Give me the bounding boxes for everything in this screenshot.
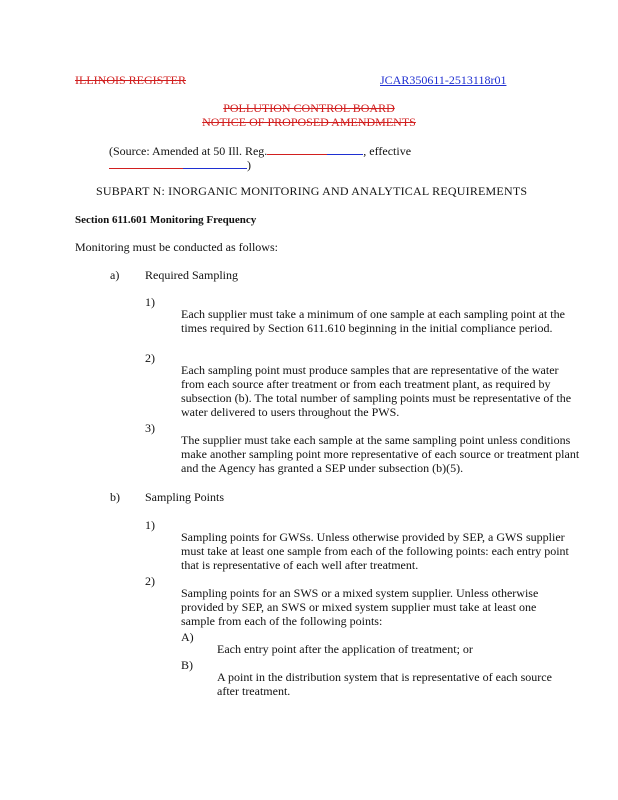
title-line-2: NOTICE OF PROPOSED AMENDMENTS (202, 115, 416, 129)
item-b2-text: Sampling points for an SWS or a mixed system supplier. Unless otherwise provided by SEP, an SWS or mixed system supplier must take at least one sample from each of the following points: (181, 586, 539, 628)
item-b2b-text: A point in the distribution system that is representative of each source after treatment. (217, 670, 552, 698)
source-close: ) (247, 158, 251, 172)
item-a1-label: 1) (145, 295, 155, 309)
source-blank-3 (109, 157, 183, 169)
source-blank-4 (183, 157, 247, 169)
section-intro: Monitoring must be conducted as follows: (75, 240, 278, 254)
source-line-2 (109, 157, 251, 172)
item-a1-text: Each supplier must take a minimum of one sample at each sampling point at the times required by Section 611.610 beginning in the initial compliance period. (181, 307, 565, 335)
item-b2a-text: Each entry point after the application of treatment; or (217, 642, 473, 656)
section-heading: Section 611.601 Monitoring Frequency (75, 214, 257, 226)
header-right: JCAR350611-2513118r01 (380, 73, 507, 87)
item-b2b-label: B) (181, 658, 193, 672)
item-b2-label: 2) (145, 574, 155, 588)
item-a-label: a) (110, 268, 120, 282)
source-line (109, 143, 411, 158)
source-blank-2 (327, 143, 363, 155)
item-a-title: Required Sampling (145, 268, 238, 282)
source-blank-1 (267, 143, 327, 155)
header-left: ILLINOIS REGISTER (75, 73, 186, 87)
item-a3-label: 3) (145, 421, 155, 435)
subpart-heading: SUBPART N: INORGANIC MONITORING AND ANALYTICAL REQUIREMENTS (96, 184, 528, 198)
item-a2-text: Each sampling point must produce samples that are representative of the water from each source after treatment or from each treatment plant, as required by subsection (b). The total number of sampling points must be representative of the water delivered to users throughout the PWS. (181, 363, 572, 419)
item-b1-text: Sampling points for GWSs. Unless otherwise provided by SEP, a GWS supplier must take at least one sample from each of the following points: each entry point that is representative of each well after treatment. (181, 530, 569, 572)
item-b-label: b) (110, 490, 120, 504)
item-b2a-label: A) (181, 630, 194, 644)
item-b-title: Sampling Points (145, 490, 225, 504)
source-suffix: , effective (363, 144, 412, 158)
title-line-1: POLLUTION CONTROL BOARD (223, 101, 395, 115)
item-a3-text: The supplier must take each sample at the same sampling point unless conditions make another sampling point more representative of each source or treatment plant and the Agency has granted a SEP under subsection (b)(5). (181, 433, 580, 475)
item-a2-label: 2) (145, 351, 155, 365)
source-prefix: (Source: Amended at 50 Ill. Reg. (109, 144, 268, 158)
item-b1-label: 1) (145, 518, 155, 532)
